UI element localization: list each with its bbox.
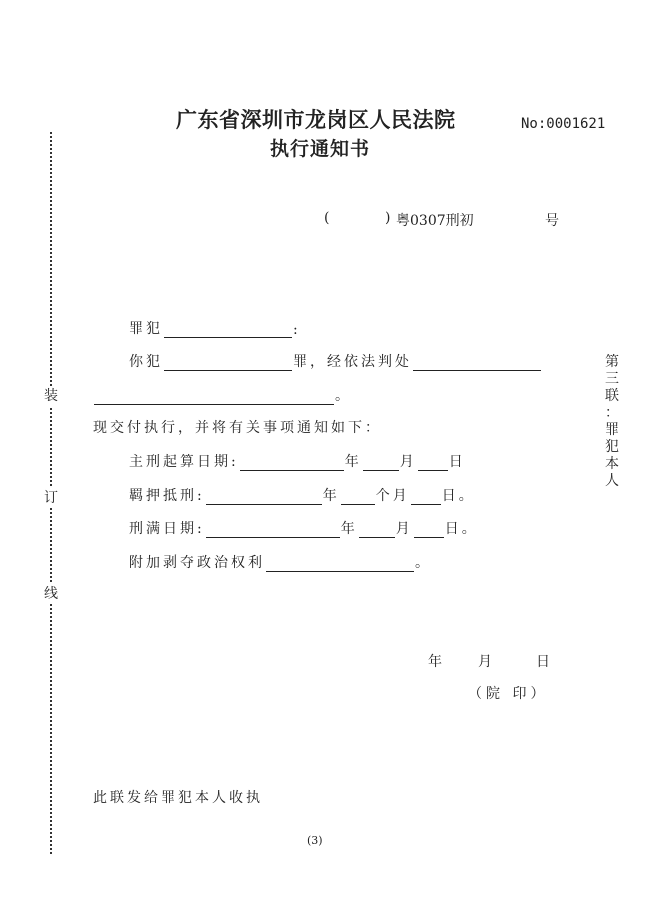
deprivation-label: 附加剥夺政治权利	[129, 555, 265, 571]
page-number: (3)	[307, 834, 323, 847]
signature-year: 年	[428, 654, 442, 670]
crime-word: 罪，经依法判处	[293, 354, 412, 370]
copy-designation-note: 第 三 联 ： 罪 犯 本 人	[605, 354, 619, 489]
sentence-continuation-field[interactable]	[94, 389, 334, 405]
detention-year-field[interactable]	[206, 489, 322, 505]
you-label: 你犯	[129, 354, 163, 370]
end-month-field[interactable]	[359, 522, 395, 538]
criminal-colon: :	[293, 322, 301, 338]
detention-day-field[interactable]	[411, 489, 441, 505]
sentence-end-row: 刑满日期: 年 月 日 。	[129, 518, 479, 538]
detention-month-field[interactable]	[341, 489, 375, 505]
sentence-field[interactable]	[413, 355, 541, 371]
footer-note: 此联发给罪犯本人收执	[93, 790, 263, 806]
end-day-field[interactable]	[414, 522, 444, 538]
period: 。	[335, 388, 352, 404]
detention-row: 羁押抵刑: 年 个月 日 。	[129, 485, 476, 505]
case-number-paren-open: (	[324, 210, 330, 226]
binding-char-ding: 订	[44, 490, 58, 506]
start-day-field[interactable]	[418, 455, 448, 471]
criminal-name-field[interactable]	[164, 322, 292, 338]
court-seal-placeholder: （院 印）	[468, 686, 549, 702]
serial-number: No:0001621	[521, 116, 606, 132]
detention-label: 羁押抵刑:	[129, 488, 205, 504]
main-sentence-start-row: 主刑起算日期: 年 月 日	[129, 451, 466, 471]
signature-day: 日	[536, 654, 550, 670]
case-number-code: 粤0307刑初	[396, 213, 474, 229]
sentence-continuation-row	[93, 385, 352, 405]
signature-month: 月	[478, 654, 492, 670]
document-title: 执行通知书	[270, 138, 371, 160]
criminal-name-row	[129, 318, 301, 338]
deprivation-row: 附加剥夺政治权利 。	[129, 552, 432, 572]
sentence-end-label: 刑满日期:	[129, 521, 205, 537]
binding-char-zhuang: 装	[44, 388, 58, 404]
end-year-field[interactable]	[206, 522, 340, 538]
main-sentence-start-label: 主刑起算日期:	[129, 454, 239, 470]
start-year-field[interactable]	[240, 455, 344, 471]
court-name: 广东省深圳市龙岗区人民法院	[176, 107, 456, 132]
intro-text: 现交付执行，并将有关事项通知如下：	[93, 420, 382, 436]
case-number-paren-close: )	[385, 210, 391, 226]
binding-char-xian: 线	[44, 586, 58, 602]
crime-name-field[interactable]	[164, 355, 292, 371]
start-month-field[interactable]	[363, 455, 399, 471]
crime-row	[129, 351, 542, 371]
criminal-label: 罪犯	[129, 321, 163, 337]
deprivation-field[interactable]	[266, 556, 414, 572]
case-number-suffix: 号	[545, 213, 559, 229]
